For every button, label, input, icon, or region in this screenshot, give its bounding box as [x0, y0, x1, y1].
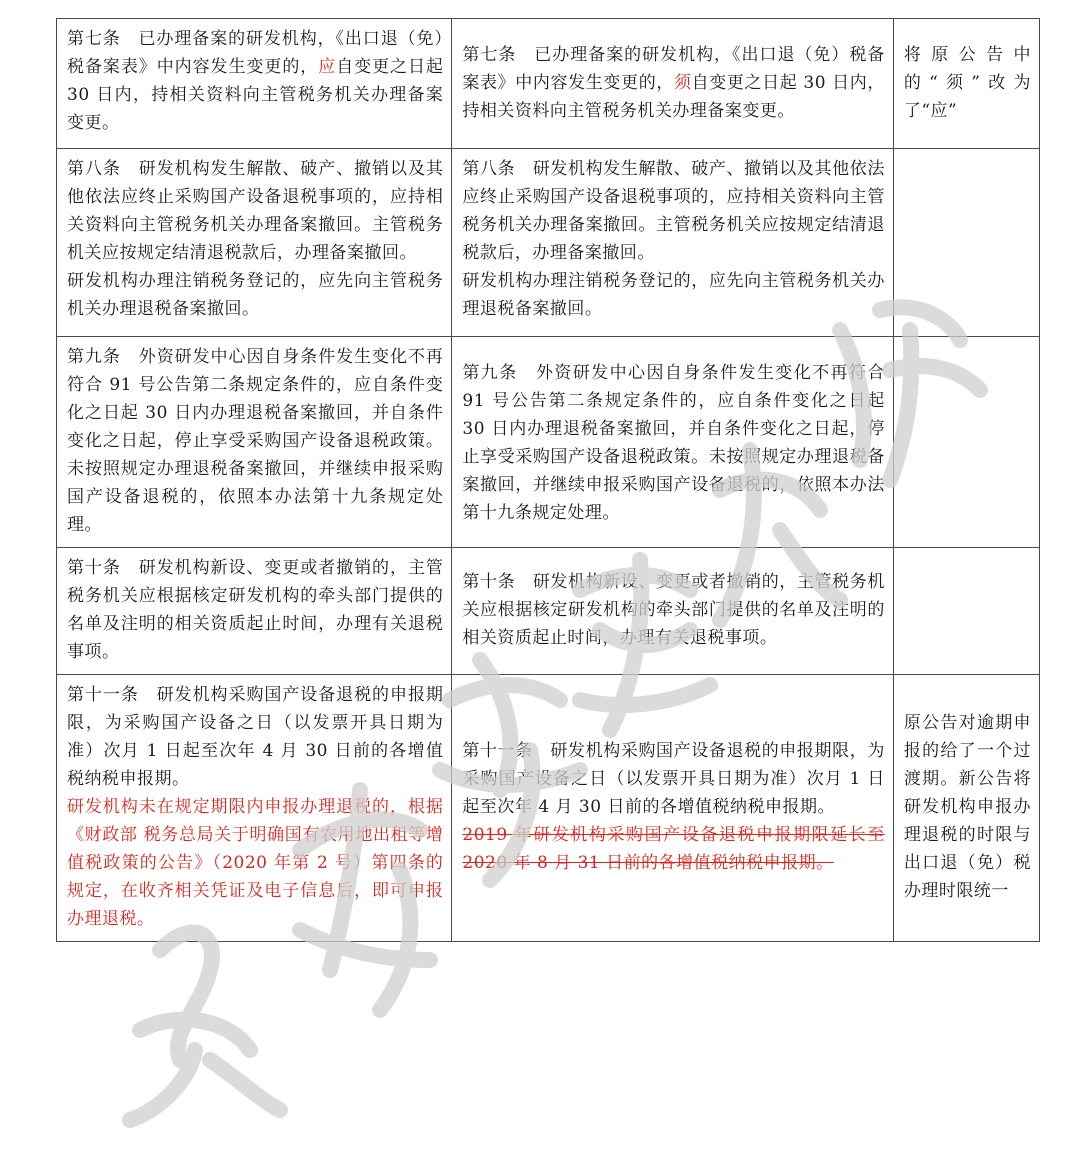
old-text: 研发机构办理注销税务登记的，应先向主管税务机关办理退税备案撤回。 [67, 271, 444, 319]
old-text-cell [57, 675, 452, 942]
old-text: 第十一条 研发机构采购国产设备退税的申报期限，为采购国产设备之日（以发票开具日期为准）次月 1 日起至次年 4 月 30 日前的各增值税纳税申报期。 [67, 685, 444, 789]
old-text-cell [57, 548, 452, 675]
highlight-text: 应 [318, 57, 337, 77]
deleted-text: 2019 年研发机构采购国产设备退税申报期限延长至 2020 年 8 月 31 日前的各增值税纳税申报期。 [462, 825, 885, 873]
old-text: 第七条 已办理备案的研发机构，《出口退（免）税备案表》中内容发生变更的， [67, 29, 444, 77]
comparison-table [56, 18, 1040, 942]
table-row [57, 149, 1040, 337]
new-text: 第十条 研发机构新设、变更或者撤销的，主管税务机关应根据核定研发机构的牵头部门提供的名单及注明的相关资质起止时间，办理有关退税事项。 [462, 572, 885, 648]
old-text: 第八条 研发机构发生解散、破产、撤销以及其他依法应终止采购国产设备退税事项的，应持相关资料向主管税务机关办理备案撤回。主管税务机关应按规定结清退税款后，办理备案撤回。 [67, 159, 444, 263]
new-text: 第十一条 研发机构采购国产设备退税的申报期限，为采购国产设备之日（以发票开具日期为准）次月 1 日起至次年 4 月 30 日前的各增值税纳税申报期。 [462, 741, 885, 817]
note-cell [893, 19, 1039, 149]
note-cell [893, 548, 1039, 675]
added-text: 研发机构未在规定期限内申报办理退税的，根据《财政部 税务总局关于明确国有农用地出租等增值税政策的公告》（2020 年第 2 号）第四条的规定，在收齐相关凭证及电子信息后，即可申报办理退税。 [67, 797, 444, 929]
old-text-cell [57, 149, 452, 337]
new-text-cell [452, 337, 893, 548]
table-row [57, 548, 1040, 675]
new-text: 研发机构办理注销税务登记的，应先向主管税务机关办理退税备案撤回。 [462, 271, 885, 319]
new-text: 第九条 外资研发中心因自身条件发生变化不再符合 91 号公告第二条规定条件的，应自条件变化之日起 30 日内办理退税备案撤回，并自条件变化之日起，停止享受采购国产设备退税政策。未按照规定办理退税备案撤回，并继续申报采购国产设备退税的，依照本办法第十九条规定处理。 [462, 363, 885, 523]
new-text: 第八条 研发机构发生解散、破产、撤销以及其他依法应终止采购国产设备退税事项的，应持相关资料向主管税务机关办理备案撤回。主管税务机关应按规定结清退税款后，办理备案撤回。 [462, 159, 885, 263]
note-cell [893, 675, 1039, 942]
old-text: 第十条 研发机构新设、变更或者撤销的，主管税务机关应根据核定研发机构的牵头部门提供的名单及注明的相关资质起止时间，办理有关退税事项。 [67, 558, 444, 662]
new-text-cell [452, 548, 893, 675]
old-text: 自变更之日起 30 日内，持相关资料向主管税务机关办理备案变更。 [67, 57, 444, 133]
table-row [57, 337, 1040, 548]
table-row [57, 19, 1040, 149]
new-text-cell [452, 675, 893, 942]
old-text-cell [57, 337, 452, 548]
new-text: 自变更之日起 30 日内，持相关资料向主管税务机关办理备案变更。 [462, 72, 885, 121]
highlight-text: 须 [673, 72, 692, 93]
old-text-cell [57, 19, 452, 149]
old-text: 第九条 外资研发中心因自身条件发生变化不再符合 91 号公告第二条规定条件的，应自条件变化之日起 30 日内办理退税备案撤回，并自条件变化之日起，停止享受采购国产设备退税政策。未按照规定办理退税备案撤回，并继续申报采购国产设备退税的，依照本办法第十九条规定处理。 [67, 347, 444, 535]
new-text-cell [452, 19, 893, 149]
note-cell [893, 149, 1039, 337]
table-row [57, 675, 1040, 942]
note-cell [893, 337, 1039, 548]
new-text: 第七条 已办理备案的研发机构，《出口退（免）税备案表》中内容发生变更的， [462, 44, 885, 93]
note-text: 将原公告中的“须”改为了“应” [903, 44, 1031, 121]
note-text: 原公告对逾期申报的给了一个过渡期。新公告将研发机构申报办理退税的时限与出口退（免）税办理时限统一 [903, 713, 1031, 901]
new-text-cell [452, 149, 893, 337]
